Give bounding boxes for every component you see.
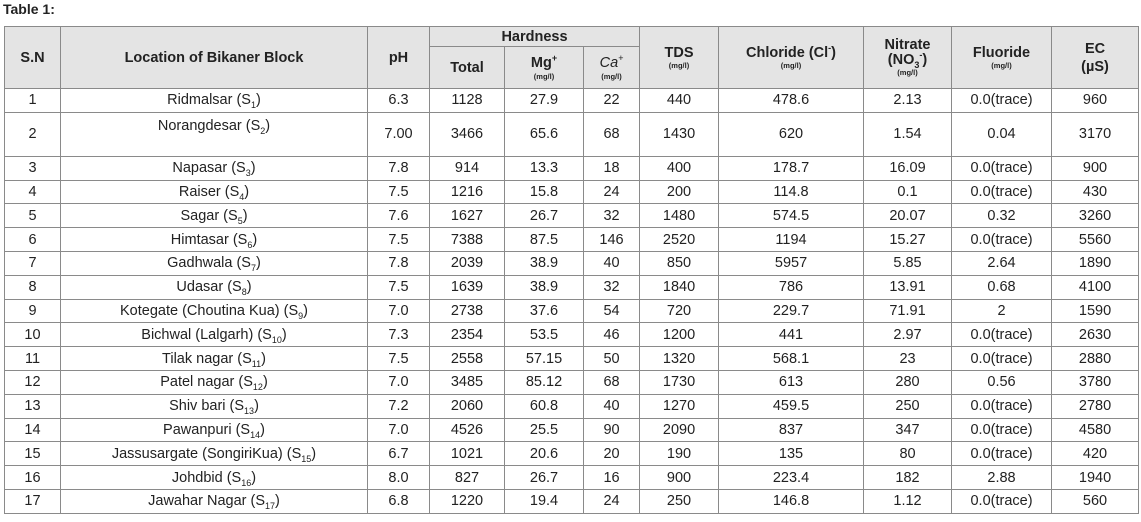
location-close-paren: ): [242, 207, 248, 224]
table-row: [5, 442, 1139, 466]
cell-f: 0.0(trace): [952, 418, 1052, 442]
cell-tds: 400: [640, 156, 719, 180]
cell-ph: 7.5: [368, 347, 430, 371]
cell-ec: 5560: [1052, 228, 1139, 252]
cell-total: 1128: [430, 89, 505, 113]
cell-ph: 7.0: [368, 370, 430, 394]
table-row: [5, 251, 1139, 275]
cell-total: 4526: [430, 418, 505, 442]
location-name: Udasar (S: [176, 279, 242, 296]
cell-ca: 24: [584, 180, 640, 204]
location-name: Himtasar (S: [170, 231, 248, 248]
cell-location: [61, 370, 368, 394]
header-ca: [584, 47, 640, 89]
cell-ph: 6.8: [368, 489, 430, 513]
table-row: [5, 466, 1139, 490]
cell-mg: 19.4: [505, 489, 584, 513]
location-name: Jawahar Nagar (S: [148, 493, 265, 510]
cell-no3: 2.13: [864, 89, 952, 113]
header-ec: [1052, 27, 1139, 89]
location-subscript: 5: [237, 215, 243, 226]
header-tds-label: TDS: [664, 45, 694, 61]
location-name: Patel nagar (S: [160, 374, 253, 391]
cell-location: [61, 466, 368, 490]
cell-sn: 17: [5, 489, 61, 513]
cell-location: [61, 299, 368, 323]
cell-tds: 720: [640, 299, 719, 323]
cell-ca: 68: [584, 112, 640, 156]
location-close-paren: ): [254, 398, 259, 415]
cell-ec: 2880: [1052, 347, 1139, 371]
cell-sn: 8: [5, 275, 61, 299]
cell-total: 2738: [430, 299, 505, 323]
ca-sup: +: [618, 52, 624, 63]
cell-no3: 23: [864, 347, 952, 371]
location-close-paren: ): [260, 421, 265, 438]
header-chloride-unit: (mg/l): [780, 61, 802, 70]
cell-ph: 7.5: [368, 228, 430, 252]
cell-no3: 250: [864, 394, 952, 418]
header-fluoride: [952, 27, 1052, 89]
cell-cl: 229.7: [719, 299, 864, 323]
cell-tds: 1730: [640, 370, 719, 394]
cell-cl: 620: [719, 112, 864, 156]
chloride-sup: -: [828, 43, 832, 54]
cell-ec: 1890: [1052, 251, 1139, 275]
nitrate-sup: -: [919, 50, 923, 61]
table-row: [5, 489, 1139, 513]
cell-sn: 12: [5, 370, 61, 394]
cell-sn: 13: [5, 394, 61, 418]
header-hardness: Hardness: [430, 27, 640, 47]
cell-f: 0.0(trace): [952, 89, 1052, 113]
header-ec-label: EC: [1084, 40, 1106, 57]
cell-total: 827: [430, 466, 505, 490]
cell-ph: 7.0: [368, 299, 430, 323]
cell-mg: 27.9: [505, 89, 584, 113]
location-subscript: 9: [298, 310, 304, 321]
cell-f: 0.0(trace): [952, 180, 1052, 204]
cell-mg: 20.6: [505, 442, 584, 466]
nitrate-formula-text: (NO: [887, 52, 915, 68]
header-ec-unit: (µS): [1081, 58, 1109, 75]
cell-sn: 6: [5, 228, 61, 252]
cell-total: 914: [430, 156, 505, 180]
cell-cl: 1194: [719, 228, 864, 252]
cell-ph: 7.0: [368, 418, 430, 442]
cell-ph: 6.3: [368, 89, 430, 113]
table-row: [5, 299, 1139, 323]
header-chloride-label: [746, 45, 836, 61]
cell-ca: 16: [584, 466, 640, 490]
table-row: [5, 275, 1139, 299]
location-name: Tilak nagar (S: [162, 350, 252, 367]
cell-total: 2558: [430, 347, 505, 371]
table-row: [5, 228, 1139, 252]
header-nitrate: [864, 27, 952, 89]
header-mg-label: [530, 52, 558, 71]
cell-no3: 1.12: [864, 489, 952, 513]
cell-mg: 60.8: [505, 394, 584, 418]
cell-location: [61, 251, 368, 275]
cell-mg: 37.6: [505, 299, 584, 323]
cell-ec: 1590: [1052, 299, 1139, 323]
water-quality-table: [4, 26, 1139, 514]
cell-no3: 80: [864, 442, 952, 466]
cell-ca: 22: [584, 89, 640, 113]
cell-sn: 2: [5, 112, 61, 156]
cell-ec: 4100: [1052, 275, 1139, 299]
cell-cl: 574.5: [719, 204, 864, 228]
location-close-paren: ): [244, 183, 250, 200]
cell-cl: 459.5: [719, 394, 864, 418]
cell-cl: 178.7: [719, 156, 864, 180]
cell-total: 1220: [430, 489, 505, 513]
cell-no3: 20.07: [864, 204, 952, 228]
location-subscript: 4: [239, 191, 245, 202]
cell-ec: 3260: [1052, 204, 1139, 228]
cell-mg: 87.5: [505, 228, 584, 252]
cell-ph: 7.6: [368, 204, 430, 228]
cell-mg: 85.12: [505, 370, 584, 394]
cell-mg: 65.6: [505, 112, 584, 156]
header-mg-unit: (mg/l): [533, 71, 555, 81]
cell-ca: 32: [584, 275, 640, 299]
location-subscript: 3: [245, 168, 251, 179]
location-name: Gadhwala (S: [167, 255, 251, 272]
cell-sn: 10: [5, 323, 61, 347]
cell-sn: 1: [5, 89, 61, 113]
location-subscript: 2: [260, 125, 266, 136]
table-row: [5, 418, 1139, 442]
header-tds-unit: (mg/l): [668, 61, 690, 70]
header-fluoride-label: Fluoride: [972, 45, 1031, 61]
chloride-text: Chloride (Cl: [746, 45, 829, 61]
cell-mg: 26.7: [505, 204, 584, 228]
header-ca-unit: (mg/l): [601, 71, 622, 81]
location-close-paren: ): [246, 279, 252, 296]
cell-ph: 7.00: [368, 112, 430, 156]
cell-ph: 7.3: [368, 323, 430, 347]
location-subscript: 1: [250, 100, 256, 111]
header-chloride: [719, 27, 864, 89]
cell-ca: 24: [584, 489, 640, 513]
mg-sup: +: [551, 52, 558, 63]
cell-f: 0.32: [952, 204, 1052, 228]
cell-sn: 3: [5, 156, 61, 180]
cell-tds: 250: [640, 489, 719, 513]
cell-location: [61, 275, 368, 299]
cell-no3: 182: [864, 466, 952, 490]
table-body: [5, 89, 1139, 514]
header-tds: [640, 27, 719, 89]
cell-no3: 0.1: [864, 180, 952, 204]
cell-cl: 223.4: [719, 466, 864, 490]
cell-ca: 18: [584, 156, 640, 180]
location-subscript: 10: [271, 334, 282, 345]
location-subscript: 14: [250, 429, 261, 440]
cell-location: [61, 112, 368, 156]
location-name: Napasar (S: [172, 160, 246, 177]
cell-cl: 786: [719, 275, 864, 299]
table-row: [5, 347, 1139, 371]
cell-cl: 568.1: [719, 347, 864, 371]
table-row: [5, 370, 1139, 394]
location-subscript: 6: [247, 239, 253, 250]
cell-ca: 40: [584, 394, 640, 418]
location-subscript: 8: [241, 287, 247, 298]
cell-mg: 53.5: [505, 323, 584, 347]
cell-ec: 560: [1052, 489, 1139, 513]
header-mg: [505, 47, 584, 89]
cell-sn: 16: [5, 466, 61, 490]
cell-total: 1216: [430, 180, 505, 204]
cell-ph: 7.8: [368, 156, 430, 180]
cell-ec: 3170: [1052, 112, 1139, 156]
cell-ec: 900: [1052, 156, 1139, 180]
cell-no3: 71.91: [864, 299, 952, 323]
cell-cl: 5957: [719, 251, 864, 275]
header-location: Location of Bikaner Block: [61, 27, 368, 89]
cell-f: 0.0(trace): [952, 156, 1052, 180]
cell-f: 0.68: [952, 275, 1052, 299]
cell-f: 0.56: [952, 370, 1052, 394]
cell-f: 0.0(trace): [952, 442, 1052, 466]
cell-cl: 146.8: [719, 489, 864, 513]
cell-location: [61, 89, 368, 113]
header-fluoride-unit: (mg/l): [991, 61, 1012, 70]
cell-ph: 7.5: [368, 275, 430, 299]
cell-f: 0.0(trace): [952, 394, 1052, 418]
cell-tds: 1200: [640, 323, 719, 347]
location-close-paren: ): [275, 493, 280, 510]
location-name: Kotegate (Choutina Kua) (S: [120, 302, 299, 319]
cell-sn: 9: [5, 299, 61, 323]
cell-ec: 4580: [1052, 418, 1139, 442]
cell-cl: 441: [719, 323, 864, 347]
cell-cl: 837: [719, 418, 864, 442]
location-subscript: 11: [251, 358, 262, 369]
cell-ca: 40: [584, 251, 640, 275]
cell-location: [61, 156, 368, 180]
cell-location: [61, 228, 368, 252]
cell-no3: 1.54: [864, 112, 952, 156]
location-name: Johdbid (S: [171, 469, 242, 486]
cell-no3: 347: [864, 418, 952, 442]
location-close-paren: ): [311, 445, 317, 462]
location-subscript: 13: [244, 406, 255, 417]
cell-mg: 38.9: [505, 275, 584, 299]
header-sn: S.N: [5, 27, 61, 89]
cell-ec: 420: [1052, 442, 1139, 466]
location-subscript: 17: [265, 501, 276, 512]
cell-f: 0.0(trace): [952, 489, 1052, 513]
cell-ph: 7.2: [368, 394, 430, 418]
location-name: Sagar (S: [180, 207, 238, 224]
cell-no3: 2.97: [864, 323, 952, 347]
location-name: Shiv bari (S: [169, 398, 245, 415]
cell-f: 0.0(trace): [952, 347, 1052, 371]
cell-ec: 430: [1052, 180, 1139, 204]
cell-f: 0.0(trace): [952, 323, 1052, 347]
cell-tds: 440: [640, 89, 719, 113]
cell-f: 0.04: [952, 112, 1052, 156]
location-close-paren: ): [281, 326, 287, 343]
cell-cl: 114.8: [719, 180, 864, 204]
cell-ca: 90: [584, 418, 640, 442]
cell-total: 3466: [430, 112, 505, 156]
cell-tds: 2520: [640, 228, 719, 252]
cell-mg: 15.8: [505, 180, 584, 204]
cell-sn: 14: [5, 418, 61, 442]
cell-ca: 50: [584, 347, 640, 371]
cell-ca: 32: [584, 204, 640, 228]
table-row: [5, 323, 1139, 347]
cell-sn: 15: [5, 442, 61, 466]
cell-location: [61, 442, 368, 466]
cell-tds: 200: [640, 180, 719, 204]
cell-total: 1627: [430, 204, 505, 228]
cell-total: 1639: [430, 275, 505, 299]
cell-ca: 46: [584, 323, 640, 347]
cell-sn: 5: [5, 204, 61, 228]
cell-tds: 190: [640, 442, 719, 466]
cell-tds: 2090: [640, 418, 719, 442]
chloride-close: ): [831, 45, 837, 61]
cell-sn: 4: [5, 180, 61, 204]
cell-sn: 7: [5, 251, 61, 275]
cell-ec: 3780: [1052, 370, 1139, 394]
location-close-paren: ): [261, 350, 266, 367]
table-row: [5, 112, 1139, 156]
nitrate-sub: 3: [914, 59, 920, 70]
cell-location: [61, 180, 368, 204]
cell-location: [61, 418, 368, 442]
location-close-paren: ): [265, 117, 271, 134]
cell-tds: 1270: [640, 394, 719, 418]
header-ca-label: [599, 52, 624, 71]
cell-location: [61, 347, 368, 371]
location-close-paren: ): [251, 469, 257, 486]
table-row: [5, 204, 1139, 228]
cell-tds: 900: [640, 466, 719, 490]
cell-tds: 1430: [640, 112, 719, 156]
location-close-paren: ): [303, 302, 308, 319]
table-caption: Table 1:: [3, 1, 55, 17]
cell-mg: 13.3: [505, 156, 584, 180]
location-close-paren: ): [262, 374, 268, 391]
cell-ph: 7.5: [368, 180, 430, 204]
table-row: [5, 180, 1139, 204]
cell-no3: 280: [864, 370, 952, 394]
location-close-paren: ): [252, 231, 258, 248]
cell-location: [61, 323, 368, 347]
location-subscript: 16: [241, 477, 252, 488]
cell-mg: 38.9: [505, 251, 584, 275]
header-nitrate-formula: [864, 50, 951, 70]
table-row: [5, 156, 1139, 180]
cell-ph: 7.8: [368, 251, 430, 275]
location-name: Ridmalsar (S: [167, 92, 251, 109]
ca-text: Ca: [599, 54, 619, 71]
nitrate-close: ): [922, 52, 928, 68]
cell-no3: 15.27: [864, 228, 952, 252]
cell-location: [61, 204, 368, 228]
cell-total: 2039: [430, 251, 505, 275]
cell-no3: 16.09: [864, 156, 952, 180]
cell-ph: 6.7: [368, 442, 430, 466]
cell-f: 2: [952, 299, 1052, 323]
cell-cl: 478.6: [719, 89, 864, 113]
location-subscript: 7: [250, 263, 256, 274]
cell-ec: 2780: [1052, 394, 1139, 418]
cell-tds: 1480: [640, 204, 719, 228]
location-close-paren: ): [250, 160, 256, 177]
location-name: Pawanpuri (S: [163, 421, 251, 438]
cell-mg: 57.15: [505, 347, 584, 371]
header-nitrate-unit: (mg/l): [897, 68, 918, 77]
cell-location: [61, 489, 368, 513]
header-total: Total: [430, 47, 505, 89]
location-name: Norangdesar (S: [157, 117, 261, 134]
cell-tds: 850: [640, 251, 719, 275]
cell-ec: 2630: [1052, 323, 1139, 347]
cell-total: 2354: [430, 323, 505, 347]
location-name: Raiser (S: [178, 183, 240, 200]
cell-total: 3485: [430, 370, 505, 394]
table-row: [5, 89, 1139, 113]
cell-total: 1021: [430, 442, 505, 466]
cell-f: 0.0(trace): [952, 228, 1052, 252]
cell-tds: 1840: [640, 275, 719, 299]
cell-total: 7388: [430, 228, 505, 252]
location-subscript: 12: [252, 382, 263, 393]
location-name: Jassusargate (SongiriKua) (S: [111, 445, 302, 462]
cell-sn: 11: [5, 347, 61, 371]
cell-mg: 25.5: [505, 418, 584, 442]
cell-location: [61, 394, 368, 418]
cell-ec: 960: [1052, 89, 1139, 113]
location-subscript: 15: [301, 453, 312, 464]
cell-f: 2.64: [952, 251, 1052, 275]
header-ph: pH: [368, 27, 430, 89]
cell-ph: 8.0: [368, 466, 430, 490]
table-row: [5, 394, 1139, 418]
cell-ec: 1940: [1052, 466, 1139, 490]
cell-cl: 135: [719, 442, 864, 466]
cell-ca: 54: [584, 299, 640, 323]
header-nitrate-label: Nitrate: [884, 37, 931, 53]
cell-f: 2.88: [952, 466, 1052, 490]
cell-tds: 1320: [640, 347, 719, 371]
cell-cl: 613: [719, 370, 864, 394]
cell-mg: 26.7: [505, 466, 584, 490]
location-close-paren: ): [255, 92, 261, 109]
cell-ca: 146: [584, 228, 640, 252]
cell-total: 2060: [430, 394, 505, 418]
cell-no3: 5.85: [864, 251, 952, 275]
mg-text: Mg: [530, 54, 552, 71]
location-name: Bichwal (Lalgarh) (S: [141, 326, 272, 343]
location-close-paren: ): [256, 255, 261, 272]
cell-ca: 20: [584, 442, 640, 466]
cell-ca: 68: [584, 370, 640, 394]
cell-no3: 13.91: [864, 275, 952, 299]
